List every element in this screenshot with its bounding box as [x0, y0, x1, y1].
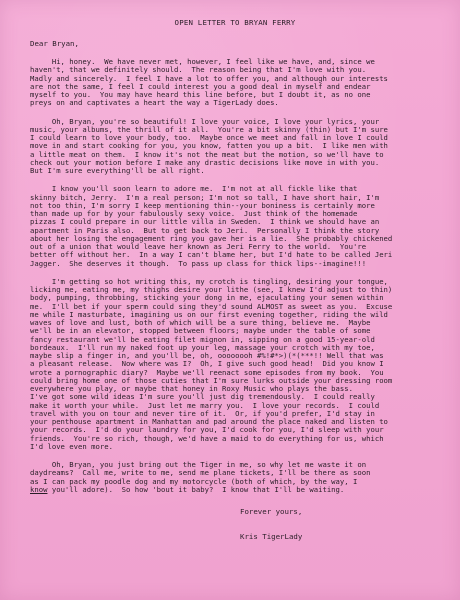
- paragraph-line: are not the same, I feel I could interest you a good deal in myself and endear: [30, 81, 371, 91]
- paragraph-line: not too thin, I'm sorry I keep mentioning thin--your boniness is certainly more: [30, 200, 375, 210]
- paragraph-line: move in and start cooking for you, you know, fatten you up a bit. I like men with: [30, 141, 388, 151]
- paragraph-line: But I'm sure everything'll be all right.: [30, 166, 205, 175]
- paragraph-line: I know you'll soon learn to adore me. I'm not at all fickle like that: [30, 184, 358, 194]
- paragraph-line: licking me, eating me, my thighs desire your lithe (see, I knew I'd adjust to thin): [30, 285, 393, 294]
- paragraph-line: body, pumping, throbbing, sticking your dong in me, ejaculating your semen within: [30, 293, 384, 303]
- paragraph-line: make it worth your while. Just let me marry you. I love your records. I could: [30, 400, 380, 410]
- paragraph-line: me. I'll bet if your sperm could sing they'd sound ALMOST as sweet as you. Excuse: [30, 301, 393, 311]
- paragraph-line: a little meat on them. I know it's not the meat but the motion, so we'll have to: [30, 149, 384, 159]
- paragraph-line: maybe slip a finger in, and you'll be, oh, oooooooh #%!#*>)(*(***!! Well that was: [30, 351, 384, 360]
- paragraph-line: Jagger. She deserves it though. To pass up class for thick lips--imagine!!!: [30, 258, 367, 268]
- paragraph-line: bordeaux. I'll run my naked foot up your leg, massage your crotch with my toe,: [30, 342, 375, 352]
- paragraph-line: waves of love and lust, both of which will be a sure thing, believe me. Maybe: [30, 318, 371, 327]
- paragraph-line: I'm getting so hot writing this, my crotch is tingling, desiring your tongue,: [30, 276, 388, 286]
- paragraph-line: check out your motion before I make any drastic decisions like move in with you.: [30, 157, 380, 167]
- paragraph-line: Madly and sincerely. I feel I have a lot to offer you, and although our interests: [30, 73, 388, 83]
- paragraph-5: [30, 461, 440, 494]
- paragraph-line: I've got some wild ideas I'm sure you'll just dig tremendously. I could really: [30, 392, 375, 402]
- paragraph-line: preys on and captivates a heart the way a TigerLady does.: [30, 98, 279, 108]
- paragraph-line: music, your albums, the thrill of it all. You're a bit skinny (thin) but I'm sure: [30, 124, 388, 134]
- underlined-word: know: [30, 484, 48, 494]
- paragraph-1: [30, 58, 440, 108]
- signature: Kris TigerLady: [240, 532, 303, 542]
- paragraph-line: Hi, honey. We have never met, however, I feel like we have, and, since we: [30, 57, 375, 66]
- paragraph-line: fancy restaurant we'll be eating filet mignon in, sipping on a good 15-year-old: [30, 334, 375, 344]
- paragraph-line: daydreams? Call me, write to me, send me plane tickets, I'll be there as soon: [30, 468, 371, 478]
- paragraph-2: [30, 118, 440, 176]
- paragraph-line: everywhere you play, or maybe that honey in Roxy Music who plays the bass.: [30, 384, 354, 393]
- paragraph-line: I'd love even more.: [30, 441, 113, 451]
- letter-title: OPEN LETTER TO BRYAN FERRY: [174, 18, 296, 27]
- paragraph-line: I could learn to love your body, too. Maybe once we meet and fall in love I could: [30, 133, 388, 142]
- paragraph-line: better off without her. In a way I can't blame her, but I'd hate to be called Jeri: [30, 250, 393, 260]
- paragraph-line: than made up for by your fabulously sexy voice. Just think of the homemade: [30, 209, 358, 218]
- paragraph-3: [30, 185, 440, 268]
- paragraph-line: a pleasant release. Now where was I? Oh, I give such good head! Did you know I: [30, 359, 384, 369]
- salutation: Dear Bryan,: [30, 39, 79, 48]
- paragraph-line: know you'll adore). So how 'bout it baby? I know that I'll be waiting.: [30, 484, 345, 494]
- paragraph-line: pizzas I could prepare in our little villa in Sweden. I think we should have an: [30, 217, 380, 227]
- paragraph-4: [30, 278, 440, 451]
- paragraph-line: Oh, Bryan, you're so beautiful! I love your voice, I love your lyrics, your: [30, 116, 380, 126]
- paragraph-line: we'll be in an elevator, stopped between floors; maybe under the table of some: [30, 326, 371, 336]
- paragraph-line: skinny bitch, Jerry. I'm a real person; I'm not so tall, I have short hair, I'm: [30, 192, 380, 202]
- paragraph-line: your records. I'd do your laundry for you, I'd cook for you, I'd sleep with your: [30, 425, 384, 435]
- paragraph-line: myself to you. You may have heard this line before, but I doubt it, as no one: [30, 90, 371, 99]
- paragraph-line: could bring home one of those cuties that I'm sure lurks outside your dressing room: [30, 375, 393, 385]
- paragraph-line: me while I masturbate, imagining us on our first evening together, riding the wild: [30, 309, 388, 319]
- paragraph-line: apartment in Paris also. But to get back to Jeri. Personally I think the story: [30, 225, 380, 235]
- paragraph-line: travel with you on tour and never tire of it. Or, if you'd prefer, I'd stay in: [30, 408, 375, 418]
- paragraph-line: about her losing the engagement ring you gave her is a lie. She probably chickened: [30, 233, 393, 243]
- paragraph-line: Oh, Bryan, you just bring out the Tiger in me, so why let me waste it on: [30, 460, 367, 469]
- paragraph-line: wrote a pornographic diary? Maybe we'll reenact some episodes from my book. You: [30, 367, 384, 377]
- paragraph-line: your penthouse apartment in Manhattan and pad around the place naked and listen to: [30, 417, 388, 426]
- paragraph-line: as I can pack my poodle dog and my motorcycle (both of which, by the way, I: [30, 476, 358, 486]
- paragraph-line: out of a union that would leave her known as Jeri Ferry to the world. You're: [30, 242, 367, 251]
- paragraph-line: haven't, that we definitely should. The reason being that I'm love with you.: [30, 65, 367, 75]
- paragraph-line: friends. You're so rich, though, we'd have a maid to do everything for us, which: [30, 433, 384, 443]
- closing: Forever yours,: [240, 507, 303, 516]
